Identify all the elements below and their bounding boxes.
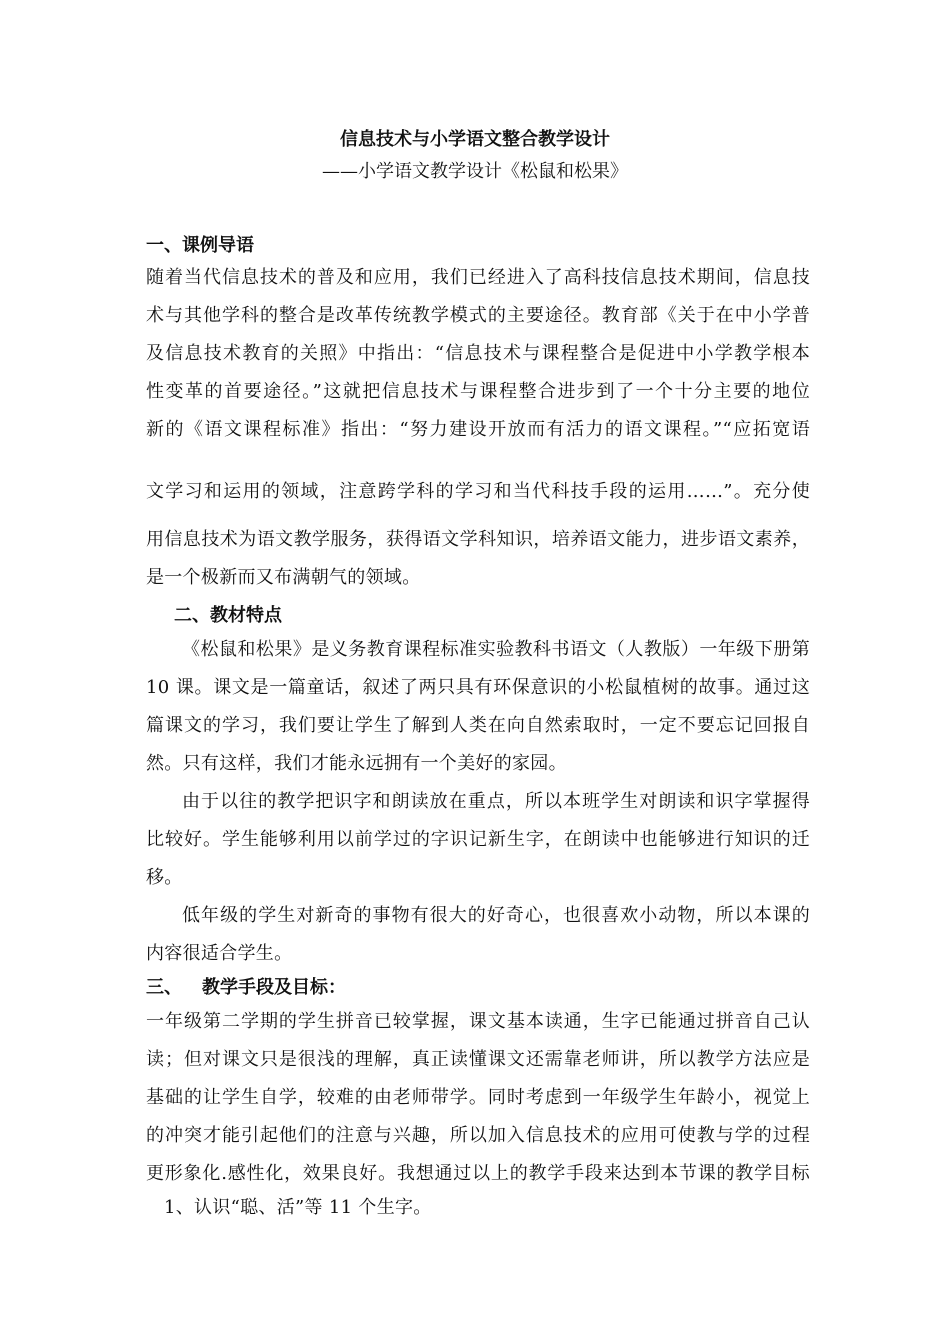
paragraph-line: 由于以往的教学把识字和朗读放在重点，所以本班学生对朗读和识字掌握得 — [182, 791, 810, 812]
section-heading-materials: 二、教材特点 — [174, 605, 282, 626]
paragraph-line: 文学习和运用的领域，注意跨学科的学习和当代科技手段的运用……”。充分使 — [146, 481, 810, 502]
paragraph-line: 是一个极新而又布满朝气的领域。 — [146, 567, 421, 588]
paragraph-line: 内容很适合学生。 — [146, 943, 293, 964]
section-heading-methods: 教学手段及目标： — [202, 977, 346, 998]
paragraph-line: 基础的让学生自学，较难的由老师带学。同时考虑到一年级学生年龄小，视觉上 — [146, 1087, 810, 1108]
paragraph-line: 《松鼠和松果》是义务教育课程标准实验教科书语文（人教版）一年级下册第 — [182, 639, 810, 660]
paragraph-line: 随着当代信息技术的普及和应用，我们已经进入了高科技信息技术期间，信息技 — [146, 267, 810, 288]
paragraph-line: 用信息技术为语文教学服务，获得语文学科知识，培养语文能力，进步语文素养， — [146, 529, 810, 550]
paragraph-line: 性变革的首要途径。”这就把信息技术与课程整合进步到了一个十分主要的地位 — [146, 381, 810, 402]
paragraph-line: 篇课文的学习，我们要让学生了解到人类在向自然索取时，一定不要忘记回报自 — [146, 715, 810, 736]
section-heading-number: 三、 — [146, 977, 182, 998]
paragraph-line: 及信息技术教育的关照》中指出：“信息技术与课程整合是促进中小学教学根本 — [146, 343, 810, 364]
paragraph-line: 读；但对课文只是很浅的理解，真正读懂课文还需靠老师讲，所以教学方法应是 — [146, 1049, 810, 1070]
paragraph-line: 10 课。课文是一篇童话，叙述了两只具有环保意识的小松鼠植树的故事。通过这 — [146, 677, 810, 698]
paragraph-line: 低年级的学生对新奇的事物有很大的好奇心，也很喜欢小动物，所以本课的 — [182, 905, 810, 926]
paragraph-line: 的冲突才能引起他们的注意与兴趣，所以加入信息技术的应用可使教与学的过程 — [146, 1125, 810, 1146]
document-title: 信息技术与小学语文整合教学设计 — [340, 129, 610, 150]
goal-item: 1、认识“聪、活”等 11 个生字。 — [164, 1197, 432, 1218]
paragraph-line: 然。只有这样，我们才能永远拥有一个美好的家园。 — [146, 753, 567, 774]
paragraph-line: 移。 — [146, 867, 183, 888]
paragraph-line: 一年级第二学期的学生拼音已较掌握，课文基本读通，生字已能通过拼音自己认 — [146, 1011, 810, 1032]
paragraph-line: 比较好。学生能够利用以前学过的字识记新生字，在朗读中也能够进行知识的迁 — [146, 829, 810, 850]
document-subtitle: ——小学语文教学设计《松鼠和松果》 — [322, 161, 628, 182]
paragraph-line: 新的《语文课程标准》指出：“努力建设开放而有活力的语文课程。”“应拓宽语 — [146, 419, 810, 440]
section-heading-intro: 一、课例导语 — [146, 235, 254, 256]
paragraph-line: 更形象化.感性化，效果良好。我想通过以上的教学手段来达到本节课的教学目标 — [146, 1163, 810, 1184]
paragraph-line: 术与其他学科的整合是改革传统教学模式的主要途径。教育部《关于在中小学普 — [146, 305, 810, 326]
